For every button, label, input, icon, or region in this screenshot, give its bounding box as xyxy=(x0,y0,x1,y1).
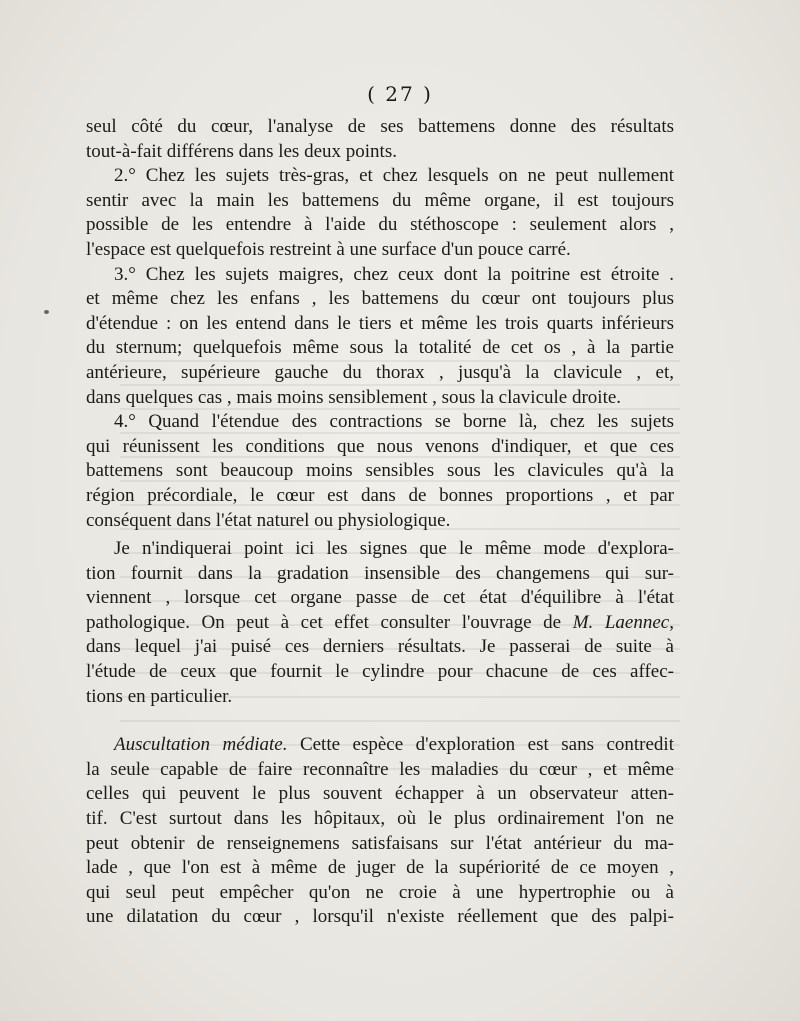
text-line: possible de les entendre à l'aide du stéthoscope : seulement alors , xyxy=(86,214,674,236)
text-line: tion fournit dans la gradation insensible des changemens qui sur- xyxy=(86,562,674,584)
ink-spot xyxy=(44,310,49,314)
text-line: 2.° Chez les sujets très-gras, et chez lesquels on ne peut nullement xyxy=(114,165,674,187)
paragraph-laennec xyxy=(86,537,674,709)
author-name: M. Laennec xyxy=(572,611,670,633)
text-line: viennent , lorsque cet organe passe de cet état d'équilibre à l'état xyxy=(86,587,674,609)
text-line: Je n'indiquerai point ici les signes que le même mode d'explora- xyxy=(114,538,674,560)
paragraph-point-4 xyxy=(86,410,674,533)
text-line: seul côté du cœur, l'analyse de ses battemens donne des résultats xyxy=(86,116,674,137)
text-line: qui réunissent les conditions que nous venons d'indiquer, et que ces xyxy=(86,435,674,457)
text-line: sentir avec la main les battemens du même organe, il est toujours xyxy=(86,189,674,211)
text-line-tail: Cette espèce d'exploration est sans contredit xyxy=(287,734,674,756)
text-line: antérieure, supérieure gauche du thorax , jusqu'à la clavicule , et, xyxy=(86,361,674,383)
text-line: d'étendue : on les entend dans le tiers et même les trois quarts inférieurs xyxy=(86,312,674,334)
paragraph-continuation xyxy=(86,115,674,164)
text-line: dans lequel j'ai puisé ces derniers résultats. Je passerai de suite à xyxy=(86,636,674,658)
text-line: pathologique. On peut à cet effet consulter l'ouvrage de M. Laennec, xyxy=(86,611,674,633)
page-number: ( 27 ) xyxy=(367,82,433,106)
text-line: dans quelques cas , mais moins sensiblement , sous la clavicule droite. xyxy=(86,386,622,408)
text-line: une dilatation du cœur , lorsqu'il n'existe réellement que des palpi- xyxy=(86,906,674,928)
text-line: 4.° Quand l'étendue des contractions se borne là, chez les sujets xyxy=(114,411,674,433)
text-line: 3.° Chez les sujets maigres, chez ceux dont la poitrine est étroite . xyxy=(114,263,674,285)
text-line: tout-à-fait différens dans les deux points. xyxy=(86,140,397,162)
body-text xyxy=(86,115,674,930)
section-heading: Auscultation médiate. xyxy=(114,734,288,756)
paragraph-point-3 xyxy=(86,263,674,411)
text-line: tif. C'est surtout dans les hôpitaux, où le plus ordinairement l'on ne xyxy=(86,808,674,830)
text-line: et même chez les enfans , les battemens du cœur ont toujours plus xyxy=(86,288,674,310)
text-line xyxy=(86,733,674,758)
paragraph-point-2 xyxy=(86,164,674,262)
text-line: lade , que l'on est à même de juger de la supériorité de ce moyen , xyxy=(86,857,674,879)
text-line: tions en particulier. xyxy=(86,685,233,707)
text-line: l'étude de ceux que fournit le cylindre pour chacune de ces affec- xyxy=(86,661,674,683)
text-line: celles qui peuvent le plus souvent échapper à un observateur atten- xyxy=(86,783,674,805)
text-line: conséquent dans l'état naturel ou physiologique. xyxy=(86,509,451,531)
text-line: la seule capable de faire reconnaître les maladies du cœur , et même xyxy=(86,758,674,780)
text-line: battemens sont beaucoup moins sensibles sous les clavicules qu'à la xyxy=(86,460,674,482)
paragraph-auscultation xyxy=(86,733,674,930)
text-line: qui seul peut empêcher qu'on ne croie à une hypertrophie ou à xyxy=(86,881,674,903)
text-line: région précordiale, le cœur est dans de bonnes proportions , et par xyxy=(86,484,674,506)
text-line: peut obtenir de renseignemens satisfaisans sur l'état antérieur du ma- xyxy=(86,832,674,854)
text-line: l'espace est quelquefois restreint à une surface d'un pouce carré. xyxy=(86,238,571,260)
text-line: du sternum; quelquefois même sous la totalité de cet os , à la partie xyxy=(86,337,674,359)
